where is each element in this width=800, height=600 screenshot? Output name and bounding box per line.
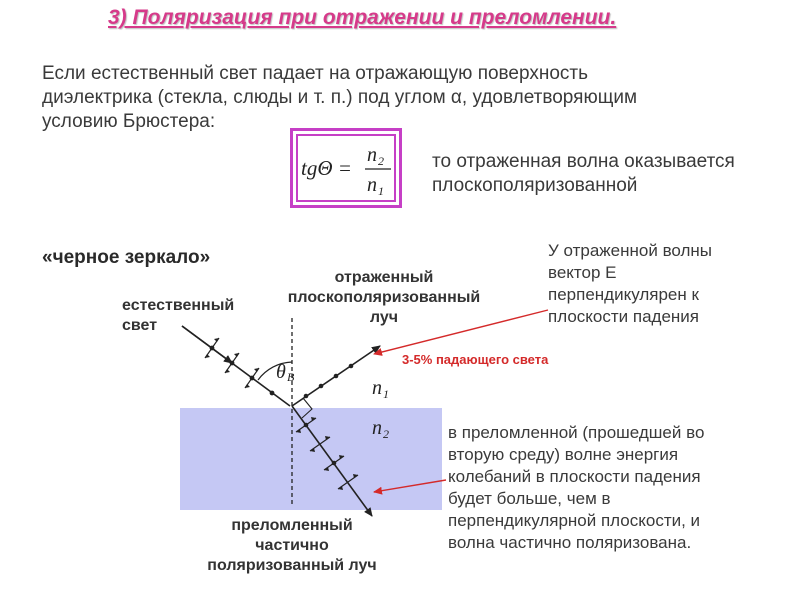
n1-sub-label: 1 (383, 387, 389, 401)
refracted-ray-label-3: поляризованный луч (207, 557, 377, 574)
refracted-ray-label-1: преломленный (231, 517, 353, 534)
reflected-wave-note (548, 240, 712, 328)
natural-light-label-2: свет (122, 317, 158, 334)
formula-numerator-sub: 2 (378, 154, 384, 168)
refracted-ray-label-2: частично (255, 537, 329, 554)
second-medium (180, 408, 442, 510)
refracted-note-line-4: будет больше, чем в (448, 489, 611, 508)
refracted-wave-note (448, 422, 704, 554)
formula-denominator-sub: 1 (378, 184, 384, 198)
refracted-note-line-1: в преломленной (прошедшей во (448, 423, 705, 442)
intro-line-3: условию Брюстера: (42, 111, 216, 132)
refracted-note-line-2: вторую среду) волне энергия (448, 445, 679, 464)
n1-label: n (372, 377, 382, 399)
intro-line-2: диэлектрика (стекла, слюды и т. п.) под углом α, удовлетворяющим (42, 87, 638, 108)
theta-sub-label: B (287, 370, 295, 384)
reflected-ray-label-1: отраженный (334, 269, 434, 286)
reflected-ray-label-2: плоскополяризованный (287, 289, 481, 306)
reflected-note-line-2: вектор Е (548, 263, 617, 282)
formula-denominator: n (367, 174, 377, 196)
intro-line-1: Если естественный свет падает на отражающую поверхность (42, 63, 589, 84)
reflected-note-line-1: У отраженной волны (548, 241, 713, 260)
formula-result-line-1: то отраженная волна оказывается (432, 151, 735, 172)
reflected-note-pointer (374, 310, 548, 354)
natural-light-label-1: естественный (122, 297, 235, 314)
n2-label: n (372, 417, 382, 439)
theta-label: θ (276, 361, 286, 383)
reflected-ray-label-3: луч (369, 309, 399, 326)
reflected-note-line-4: плоскости падения (548, 307, 699, 326)
refracted-note-line-3: колебаний в плоскости падения (448, 467, 701, 486)
formula-tg: tgΘ = (301, 156, 352, 180)
black-mirror-label: «черное зеркало» (42, 247, 211, 268)
formula-numerator: n (367, 144, 377, 166)
reflected-note-line-3: перпендикулярен к (548, 285, 699, 304)
refracted-note-line-5: перпендикулярной плоскости, и (448, 511, 701, 530)
reflected-percent-label: 3-5% падающего света (402, 352, 549, 367)
refracted-note-line-6: волна частично поляризована. (448, 533, 692, 552)
formula-result-line-2: плоскополяризованной (432, 175, 638, 196)
slide-title: 3) Поляризация при отражении и преломлении. (108, 6, 617, 29)
n2-sub-label: 2 (383, 427, 389, 441)
